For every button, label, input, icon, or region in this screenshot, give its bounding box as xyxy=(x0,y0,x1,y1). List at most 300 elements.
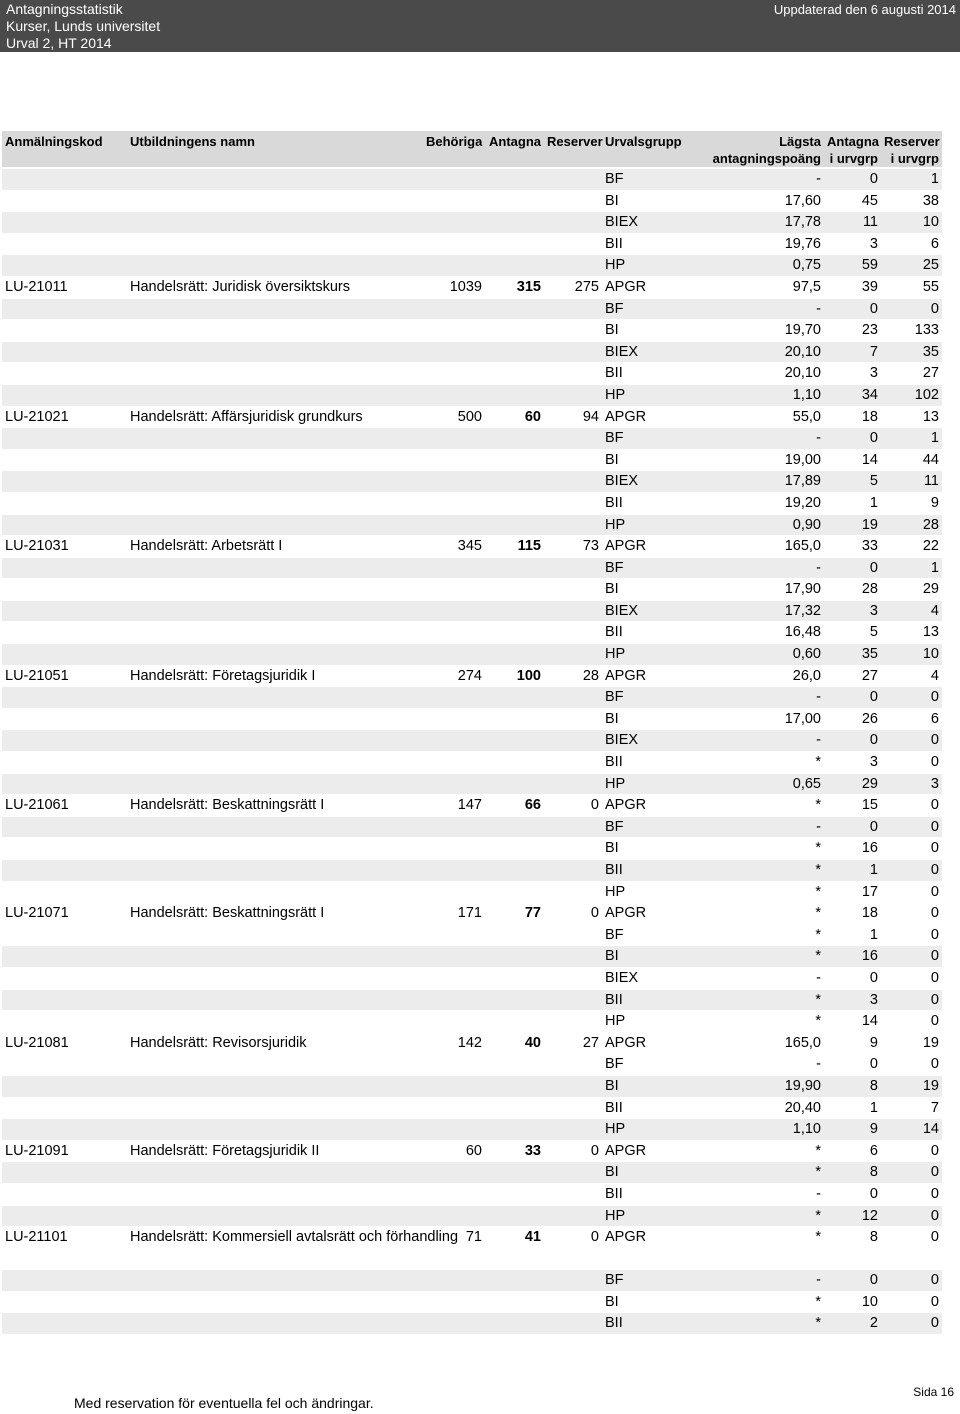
cell-reserves xyxy=(544,882,602,904)
cell-name: Handelsrätt: Arbetsrätt I xyxy=(127,536,423,558)
cell-admitted-group: 0 xyxy=(824,1184,881,1206)
cell-min-points: * xyxy=(709,1011,824,1033)
cell-admitted xyxy=(485,493,544,515)
cell-code xyxy=(2,234,127,256)
table-row xyxy=(2,191,942,213)
table-row xyxy=(2,493,942,515)
cell-reserves-group: 0 xyxy=(881,752,942,774)
cell-name xyxy=(127,730,423,752)
cell-name xyxy=(127,1098,423,1120)
cell-code: LU-21051 xyxy=(2,666,127,688)
cell-min-points: * xyxy=(709,795,824,817)
table-row xyxy=(2,1292,942,1314)
cell-eligible xyxy=(423,644,485,666)
cell-eligible xyxy=(423,493,485,515)
cell-code xyxy=(2,709,127,731)
cell-code xyxy=(2,1206,127,1228)
cell-reserves-group: 10 xyxy=(881,212,942,234)
cell-name xyxy=(127,838,423,860)
cell-code xyxy=(2,1184,127,1206)
cell-group: HP xyxy=(602,1119,709,1141)
cell-eligible xyxy=(423,1098,485,1120)
cell-reserves xyxy=(544,1313,602,1335)
cell-reserves-group: 133 xyxy=(881,320,942,342)
cell-reserves-group: 13 xyxy=(881,407,942,429)
cell-min-points: 20,10 xyxy=(709,342,824,364)
cell-reserves xyxy=(544,1292,602,1314)
cell-min-points: - xyxy=(709,428,824,450)
cell-admitted-group: 27 xyxy=(824,666,881,688)
cell-admitted xyxy=(485,1119,544,1141)
cell-admitted-group: 0 xyxy=(824,428,881,450)
cell-reserves-group: 0 xyxy=(881,687,942,709)
cell-name xyxy=(127,212,423,234)
table-row xyxy=(2,817,942,839)
cell-code xyxy=(2,579,127,601)
cell-group: BF xyxy=(602,299,709,321)
cell-reserves: 275 xyxy=(544,277,602,299)
cell-group: BIEX xyxy=(602,601,709,623)
cell-admitted-group: 29 xyxy=(824,774,881,796)
cell-reserves xyxy=(544,860,602,882)
cell-eligible xyxy=(423,882,485,904)
cell-reserves-group: 0 xyxy=(881,1206,942,1228)
table-row xyxy=(2,515,942,537)
cell-reserves-group: 38 xyxy=(881,191,942,213)
table-row xyxy=(2,1162,942,1184)
cell-name xyxy=(127,622,423,644)
cell-group: HP xyxy=(602,882,709,904)
cell-code xyxy=(2,320,127,342)
cell-min-points: 0,60 xyxy=(709,644,824,666)
cell-min-points: * xyxy=(709,1292,824,1314)
cell-admitted-group: 8 xyxy=(824,1162,881,1184)
cell-reserves-group: 22 xyxy=(881,536,942,558)
cell-admitted: 66 xyxy=(485,795,544,817)
cell-reserves xyxy=(544,752,602,774)
cell-admitted-group: 5 xyxy=(824,622,881,644)
table-row xyxy=(2,212,942,234)
table-row xyxy=(2,385,942,407)
cell-admitted-group: 8 xyxy=(824,1227,881,1270)
cell-name xyxy=(127,255,423,277)
cell-code xyxy=(2,774,127,796)
cell-admitted xyxy=(485,471,544,493)
cell-group: BI xyxy=(602,191,709,213)
cell-name xyxy=(127,1076,423,1098)
col-name: Utbildningens namn xyxy=(127,131,423,169)
cell-group: BIEX xyxy=(602,968,709,990)
cell-reserves-group: 0 xyxy=(881,1054,942,1076)
table-row xyxy=(2,234,942,256)
cell-admitted-group: 1 xyxy=(824,493,881,515)
cell-group: APGR xyxy=(602,277,709,299)
cell-group: APGR xyxy=(602,666,709,688)
cell-group: BI xyxy=(602,1292,709,1314)
cell-name xyxy=(127,234,423,256)
cell-name xyxy=(127,342,423,364)
cell-reserves xyxy=(544,774,602,796)
cell-group: BF xyxy=(602,687,709,709)
cell-reserves xyxy=(544,709,602,731)
cell-code xyxy=(2,730,127,752)
cell-group: APGR xyxy=(602,1141,709,1163)
cell-eligible xyxy=(423,234,485,256)
cell-min-points: 19,90 xyxy=(709,1076,824,1098)
cell-eligible xyxy=(423,622,485,644)
cell-reserves-group: 3 xyxy=(881,774,942,796)
cell-code xyxy=(2,860,127,882)
cell-code xyxy=(2,622,127,644)
cell-eligible xyxy=(423,687,485,709)
cell-admitted-group: 9 xyxy=(824,1033,881,1055)
table-row xyxy=(2,903,942,925)
cell-name xyxy=(127,1184,423,1206)
table-row xyxy=(2,1206,942,1228)
cell-min-points: - xyxy=(709,1054,824,1076)
cell-code xyxy=(2,601,127,623)
cell-group: HP xyxy=(602,644,709,666)
cell-code xyxy=(2,471,127,493)
cell-code xyxy=(2,363,127,385)
cell-group: BF xyxy=(602,428,709,450)
cell-admitted xyxy=(485,968,544,990)
cell-reserves xyxy=(544,990,602,1012)
header-titles xyxy=(6,1,160,52)
cell-admitted xyxy=(485,882,544,904)
table-row xyxy=(2,1076,942,1098)
cell-min-points: * xyxy=(709,946,824,968)
table-row xyxy=(2,169,942,191)
cell-min-points: * xyxy=(709,1227,824,1270)
cell-reserves-group: 0 xyxy=(881,1162,942,1184)
cell-admitted-group: 6 xyxy=(824,1141,881,1163)
cell-reserves-group: 0 xyxy=(881,1141,942,1163)
cell-admitted xyxy=(485,1270,544,1292)
cell-eligible xyxy=(423,709,485,731)
cell-name xyxy=(127,1292,423,1314)
cell-code xyxy=(2,644,127,666)
cell-reserves-group: 29 xyxy=(881,579,942,601)
cell-reserves xyxy=(544,493,602,515)
cell-reserves xyxy=(544,579,602,601)
cell-admitted xyxy=(485,1098,544,1120)
cell-reserves xyxy=(544,320,602,342)
cell-code xyxy=(2,1313,127,1335)
cell-reserves-group: 0 xyxy=(881,1313,942,1335)
cell-admitted xyxy=(485,1011,544,1033)
cell-name xyxy=(127,558,423,580)
cell-group: BII xyxy=(602,622,709,644)
table-row xyxy=(2,925,942,947)
cell-name xyxy=(127,1119,423,1141)
cell-group: BIEX xyxy=(602,212,709,234)
table-row xyxy=(2,709,942,731)
cell-reserves xyxy=(544,255,602,277)
cell-eligible xyxy=(423,320,485,342)
cell-admitted-group: 3 xyxy=(824,990,881,1012)
cell-min-points: * xyxy=(709,925,824,947)
cell-eligible xyxy=(423,860,485,882)
cell-reserves-group: 4 xyxy=(881,601,942,623)
cell-admitted-group: 17 xyxy=(824,882,881,904)
cell-eligible xyxy=(423,1162,485,1184)
cell-group: BF xyxy=(602,558,709,580)
cell-group: HP xyxy=(602,774,709,796)
cell-code xyxy=(2,838,127,860)
cell-group: BII xyxy=(602,1184,709,1206)
table-row xyxy=(2,1313,942,1335)
cell-admitted: 77 xyxy=(485,903,544,925)
cell-min-points: - xyxy=(709,1184,824,1206)
cell-code xyxy=(2,515,127,537)
cell-reserves: 0 xyxy=(544,1227,602,1270)
cell-reserves xyxy=(544,363,602,385)
cell-eligible xyxy=(423,925,485,947)
cell-admitted xyxy=(485,385,544,407)
cell-name: Handelsrätt: Juridisk översiktskurs xyxy=(127,277,423,299)
cell-admitted xyxy=(485,622,544,644)
cell-name xyxy=(127,450,423,472)
cell-min-points: - xyxy=(709,169,824,191)
cell-group: BII xyxy=(602,1098,709,1120)
cell-reserves-group: 0 xyxy=(881,925,942,947)
cell-admitted-group: 0 xyxy=(824,968,881,990)
cell-group: BI xyxy=(602,1162,709,1184)
col-group: Urvalsgrupp xyxy=(602,131,709,169)
cell-name xyxy=(127,817,423,839)
cell-reserves xyxy=(544,299,602,321)
cell-reserves xyxy=(544,191,602,213)
cell-eligible xyxy=(423,730,485,752)
cell-reserves-group: 6 xyxy=(881,234,942,256)
table-row xyxy=(2,752,942,774)
cell-reserves xyxy=(544,1054,602,1076)
cell-admitted xyxy=(485,990,544,1012)
cell-eligible xyxy=(423,169,485,191)
cell-min-points: * xyxy=(709,838,824,860)
cell-name xyxy=(127,1162,423,1184)
cell-eligible xyxy=(423,1270,485,1292)
table-row xyxy=(2,579,942,601)
cell-eligible: 345 xyxy=(423,536,485,558)
cell-eligible xyxy=(423,1206,485,1228)
cell-name xyxy=(127,860,423,882)
cell-eligible xyxy=(423,212,485,234)
cell-min-points: - xyxy=(709,968,824,990)
cell-name xyxy=(127,1270,423,1292)
cell-group: BF xyxy=(602,817,709,839)
cell-min-points: - xyxy=(709,1270,824,1292)
table-row xyxy=(2,407,942,429)
cell-reserves-group: 0 xyxy=(881,968,942,990)
cell-code xyxy=(2,1076,127,1098)
cell-reserves-group: 0 xyxy=(881,946,942,968)
cell-reserves-group: 11 xyxy=(881,471,942,493)
cell-reserves-group: 7 xyxy=(881,1098,942,1120)
cell-name: Handelsrätt: Beskattningsrätt I xyxy=(127,903,423,925)
cell-reserves-group: 1 xyxy=(881,428,942,450)
cell-reserves xyxy=(544,428,602,450)
cell-admitted: 60 xyxy=(485,407,544,429)
cell-min-points: - xyxy=(709,558,824,580)
cell-name xyxy=(127,644,423,666)
cell-admitted xyxy=(485,709,544,731)
cell-reserves xyxy=(544,1162,602,1184)
cell-code xyxy=(2,558,127,580)
cell-min-points: 17,78 xyxy=(709,212,824,234)
cell-group: BII xyxy=(602,1313,709,1335)
report-subtitle: Kurser, Lunds universitet xyxy=(6,18,161,34)
cell-admitted-group: 3 xyxy=(824,752,881,774)
cell-code xyxy=(2,169,127,191)
cell-eligible xyxy=(423,558,485,580)
table-header-row xyxy=(2,131,942,169)
cell-admitted xyxy=(485,1076,544,1098)
cell-group: APGR xyxy=(602,1227,709,1270)
cell-eligible xyxy=(423,990,485,1012)
cell-admitted-group: 12 xyxy=(824,1206,881,1228)
cell-min-points: * xyxy=(709,1313,824,1335)
cell-name xyxy=(127,299,423,321)
cell-reserves-group: 27 xyxy=(881,363,942,385)
cell-min-points: - xyxy=(709,817,824,839)
cell-name: Handelsrätt: Företagsjuridik I xyxy=(127,666,423,688)
col-min-points: Lägsta antagningspoäng xyxy=(709,131,824,169)
cell-admitted-group: 59 xyxy=(824,255,881,277)
cell-eligible xyxy=(423,1076,485,1098)
cell-admitted xyxy=(485,1313,544,1335)
cell-admitted-group: 16 xyxy=(824,838,881,860)
cell-code xyxy=(2,1119,127,1141)
cell-admitted-group: 9 xyxy=(824,1119,881,1141)
cell-name xyxy=(127,493,423,515)
cell-code xyxy=(2,1098,127,1120)
cell-code xyxy=(2,882,127,904)
cell-code xyxy=(2,968,127,990)
cell-name xyxy=(127,687,423,709)
cell-admitted xyxy=(485,1206,544,1228)
cell-eligible xyxy=(423,838,485,860)
cell-group: BII xyxy=(602,990,709,1012)
cell-group: BF xyxy=(602,169,709,191)
cell-min-points: 19,20 xyxy=(709,493,824,515)
cell-admitted-group: 26 xyxy=(824,709,881,731)
table-row xyxy=(2,687,942,709)
cell-reserves-group: 9 xyxy=(881,493,942,515)
cell-group: APGR xyxy=(602,903,709,925)
cell-admitted xyxy=(485,644,544,666)
cell-admitted xyxy=(485,363,544,385)
cell-admitted-group: 23 xyxy=(824,320,881,342)
cell-reserves: 28 xyxy=(544,666,602,688)
cell-group: BIEX xyxy=(602,471,709,493)
cell-group: BI xyxy=(602,946,709,968)
cell-group: BI xyxy=(602,320,709,342)
cell-admitted xyxy=(485,515,544,537)
cell-name xyxy=(127,1206,423,1228)
cell-code xyxy=(2,1054,127,1076)
cell-eligible xyxy=(423,774,485,796)
cell-eligible xyxy=(423,191,485,213)
cell-reserves xyxy=(544,946,602,968)
cell-admitted xyxy=(485,838,544,860)
cell-admitted-group: 0 xyxy=(824,687,881,709)
cell-min-points: 0,65 xyxy=(709,774,824,796)
cell-min-points: 17,60 xyxy=(709,191,824,213)
cell-admitted-group: 19 xyxy=(824,515,881,537)
cell-admitted xyxy=(485,1184,544,1206)
cell-group: BII xyxy=(602,752,709,774)
cell-eligible xyxy=(423,968,485,990)
cell-code: LU-21031 xyxy=(2,536,127,558)
footer-disclaimer: Med reservation för eventuella fel och ändringar. xyxy=(74,1395,374,1411)
cell-group: BII xyxy=(602,860,709,882)
cell-group: BI xyxy=(602,450,709,472)
table-row xyxy=(2,1054,942,1076)
cell-name xyxy=(127,1313,423,1335)
cell-code xyxy=(2,946,127,968)
table-row xyxy=(2,342,942,364)
cell-admitted xyxy=(485,342,544,364)
cell-code: LU-21061 xyxy=(2,795,127,817)
cell-min-points: 20,40 xyxy=(709,1098,824,1120)
cell-reserves xyxy=(544,968,602,990)
table-row xyxy=(2,795,942,817)
cell-min-points: * xyxy=(709,903,824,925)
cell-eligible xyxy=(423,299,485,321)
cell-reserves-group: 19 xyxy=(881,1076,942,1098)
cell-name xyxy=(127,515,423,537)
cell-admitted xyxy=(485,1054,544,1076)
col-reserves-group: Reserver i urvgrp xyxy=(881,131,942,169)
table-row xyxy=(2,666,942,688)
cell-code xyxy=(2,687,127,709)
cell-reserves-group: 0 xyxy=(881,860,942,882)
cell-admitted xyxy=(485,320,544,342)
cell-reserves-group: 0 xyxy=(881,903,942,925)
cell-group: BII xyxy=(602,363,709,385)
cell-admitted xyxy=(485,558,544,580)
cell-admitted-group: 2 xyxy=(824,1313,881,1335)
table-row xyxy=(2,968,942,990)
cell-admitted xyxy=(485,191,544,213)
table-row xyxy=(2,1011,942,1033)
cell-code xyxy=(2,212,127,234)
table-row xyxy=(2,1098,942,1120)
cell-admitted: 40 xyxy=(485,1033,544,1055)
cell-admitted-group: 0 xyxy=(824,299,881,321)
page-number: Sida 16 xyxy=(913,1385,954,1399)
cell-eligible xyxy=(423,363,485,385)
cell-code xyxy=(2,1270,127,1292)
cell-name xyxy=(127,752,423,774)
cell-name xyxy=(127,601,423,623)
cell-reserves-group: 0 xyxy=(881,1227,942,1270)
cell-reserves-group: 4 xyxy=(881,666,942,688)
cell-group: APGR xyxy=(602,795,709,817)
cell-eligible: 274 xyxy=(423,666,485,688)
cell-min-points: 1,10 xyxy=(709,385,824,407)
cell-eligible xyxy=(423,255,485,277)
cell-admitted-group: 45 xyxy=(824,191,881,213)
cell-admitted xyxy=(485,169,544,191)
cell-name xyxy=(127,1011,423,1033)
cell-eligible xyxy=(423,342,485,364)
cell-min-points: * xyxy=(709,752,824,774)
cell-admitted-group: 0 xyxy=(824,817,881,839)
cell-admitted xyxy=(485,752,544,774)
